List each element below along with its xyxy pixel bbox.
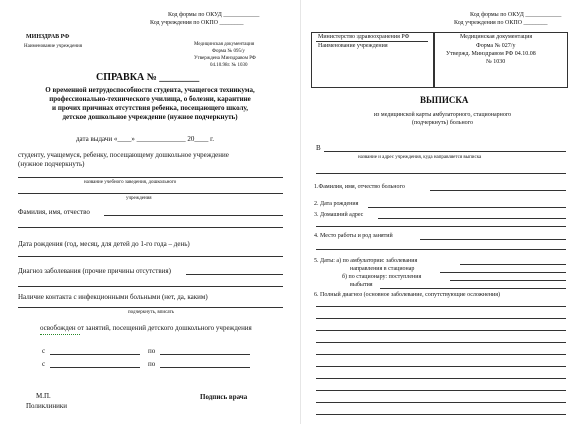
- from-line-2: [50, 367, 140, 368]
- institution-line: [18, 193, 283, 194]
- diagnosis-label: Диагноз заболевания (прочие причины отсутствия): [18, 267, 171, 275]
- from-line-1: [50, 354, 140, 355]
- item-3-line-2: [316, 226, 566, 227]
- from-label-1: с: [42, 347, 46, 355]
- item-5a-label: 5. Даты: а) по амбулатории: заболевания: [314, 258, 418, 264]
- item-2-line: [368, 207, 566, 208]
- diagnosis-line-9: [316, 402, 566, 403]
- item-4-line-2: [316, 249, 566, 250]
- approved-number-right: № 1030: [486, 59, 506, 65]
- diagnosis-line-4: [316, 342, 566, 343]
- birth-line: [18, 256, 283, 257]
- subtitle-line-1: О временной нетрудоспособности студента, учащегося техникума,: [45, 86, 255, 94]
- item-4-line: [420, 239, 566, 240]
- from-label-2: с: [42, 360, 46, 368]
- item-4-label: 4. Место работы и род занятий: [314, 233, 393, 239]
- issue-date: дата выдачи «____» ______________ 20____ г.: [76, 135, 214, 143]
- to-line-2: [160, 367, 250, 368]
- diagnosis-line: [186, 274, 283, 275]
- item-3-label: 3. Домашний адрес: [314, 212, 364, 218]
- item-2-label: 2. Дата рождения: [314, 201, 359, 207]
- item-6-label: 6. Полный диагноз (основное заболевание, сопутствующие осложнения): [314, 292, 500, 298]
- subtitle-line-4: детское дошкольное учреждение (нужное подчеркнуть): [62, 113, 238, 121]
- subtitle-right-1: из медицинской карты амбулаторного, стационарного: [373, 112, 512, 118]
- fio-line: [104, 215, 283, 216]
- approved-label: Утверждена Минздравом РФ: [194, 56, 256, 61]
- to-caption: название и адрес учреждения, куда направляется выписка: [358, 155, 482, 160]
- okud-code: Код формы по ОКУД ____________: [168, 12, 260, 18]
- diagnosis-line-7: [316, 378, 566, 379]
- fio-line-2: [18, 227, 283, 228]
- subtitle-right-2: (подчеркнуть) больного: [412, 120, 473, 126]
- item-5b-line: [440, 272, 566, 273]
- to-label-1: по: [148, 347, 156, 355]
- released-underline: [40, 334, 80, 335]
- item-3-line: [378, 218, 566, 219]
- to-line: [324, 151, 566, 152]
- student-line-1: студенту, учащемуся, ребенку, посещающему дошкольное учреждение: [18, 151, 229, 159]
- school-name-line: [18, 177, 283, 178]
- med-doc-label-right: Медицинская документация: [460, 34, 533, 40]
- approved-date: 04.10.98г. № 1030: [210, 63, 248, 68]
- doctor-sign-label: Подпись врача: [200, 393, 248, 401]
- item-5b-label: направления в стационар: [350, 266, 415, 272]
- document-title-right: ВЫПИСКА: [420, 95, 469, 105]
- contact-label: Наличие контакта с инфекционными больными (нет, да, каким): [18, 293, 208, 301]
- school-name-caption: название учебного заведения, дошкольного: [84, 180, 177, 185]
- released-label: освобожден от занятий, посещений детского дошкольного учреждения: [40, 324, 252, 332]
- form-number-right: Форма № 027/у: [476, 43, 516, 49]
- document-title: СПРАВКА № ________: [96, 72, 200, 83]
- item-1-line: [430, 190, 566, 191]
- diagnosis-line-1: [316, 306, 566, 307]
- approved-label-right: Утвержд. Минздравом РФ 04.10.08: [446, 51, 536, 57]
- to-label: В: [316, 144, 321, 152]
- okpo-code-right: Код учреждения по ОКПО ________: [454, 20, 548, 26]
- item-5c-line: [450, 280, 566, 281]
- sign-caption: подчеркнуть, вписать: [128, 310, 174, 315]
- item-5d-line: [380, 288, 566, 289]
- fio-label: Фамилия, имя, отчество: [18, 208, 90, 216]
- item-5d-label: выбытия: [350, 282, 373, 288]
- okud-code-right: Код формы по ОКУД ____________: [470, 12, 562, 18]
- item-5a-line: [460, 264, 566, 265]
- student-line-2: (нужное подчеркнуть): [18, 160, 85, 168]
- diagnosis-line-8: [316, 390, 566, 391]
- institution-label-right: Наименование учреждения: [318, 43, 388, 49]
- stamp-label: М.П.: [36, 392, 51, 400]
- diagnosis-line-10: [316, 414, 566, 415]
- ministry-label-right: Министерство здравоохранения РФ: [318, 34, 410, 40]
- institution-label: Наименование учреждения: [24, 44, 83, 49]
- institution-caption: учреждения: [126, 196, 152, 201]
- okpo-code: Код учреждения по ОКПО ________: [150, 20, 244, 26]
- ministry-underline: [316, 41, 428, 42]
- item-1-label: 1.Фамилия, имя, отчество больного: [314, 184, 405, 190]
- clinic-label: Поликлиники: [26, 402, 67, 410]
- item-5c-label: б) по стационару: поступления: [342, 274, 422, 280]
- diagnosis-line-2: [18, 286, 283, 287]
- diagnosis-line-6: [316, 366, 566, 367]
- diagnosis-line-2-right: [316, 318, 566, 319]
- contact-line: [18, 307, 283, 308]
- med-doc-label: Медицинская документация: [194, 42, 255, 47]
- diagnosis-line-5: [316, 354, 566, 355]
- form-number: Форма № 095/у: [212, 49, 245, 54]
- subtitle-line-3: и прочих причинах отсутствия ребенка, посещающего школу,: [52, 104, 248, 112]
- to-line-2: [316, 173, 566, 174]
- to-line-1: [160, 354, 250, 355]
- to-label-2: по: [148, 360, 156, 368]
- subtitle-line-2: профессионально-технического училища, о болезни, карантине: [49, 95, 251, 103]
- ministry-label: МИНЗДРАВ РФ: [26, 34, 70, 40]
- page-divider: [300, 0, 301, 424]
- diagnosis-line-3: [316, 330, 566, 331]
- birth-label: Дата рождения (год, месяц, для детей до 1-го года – день): [18, 240, 190, 248]
